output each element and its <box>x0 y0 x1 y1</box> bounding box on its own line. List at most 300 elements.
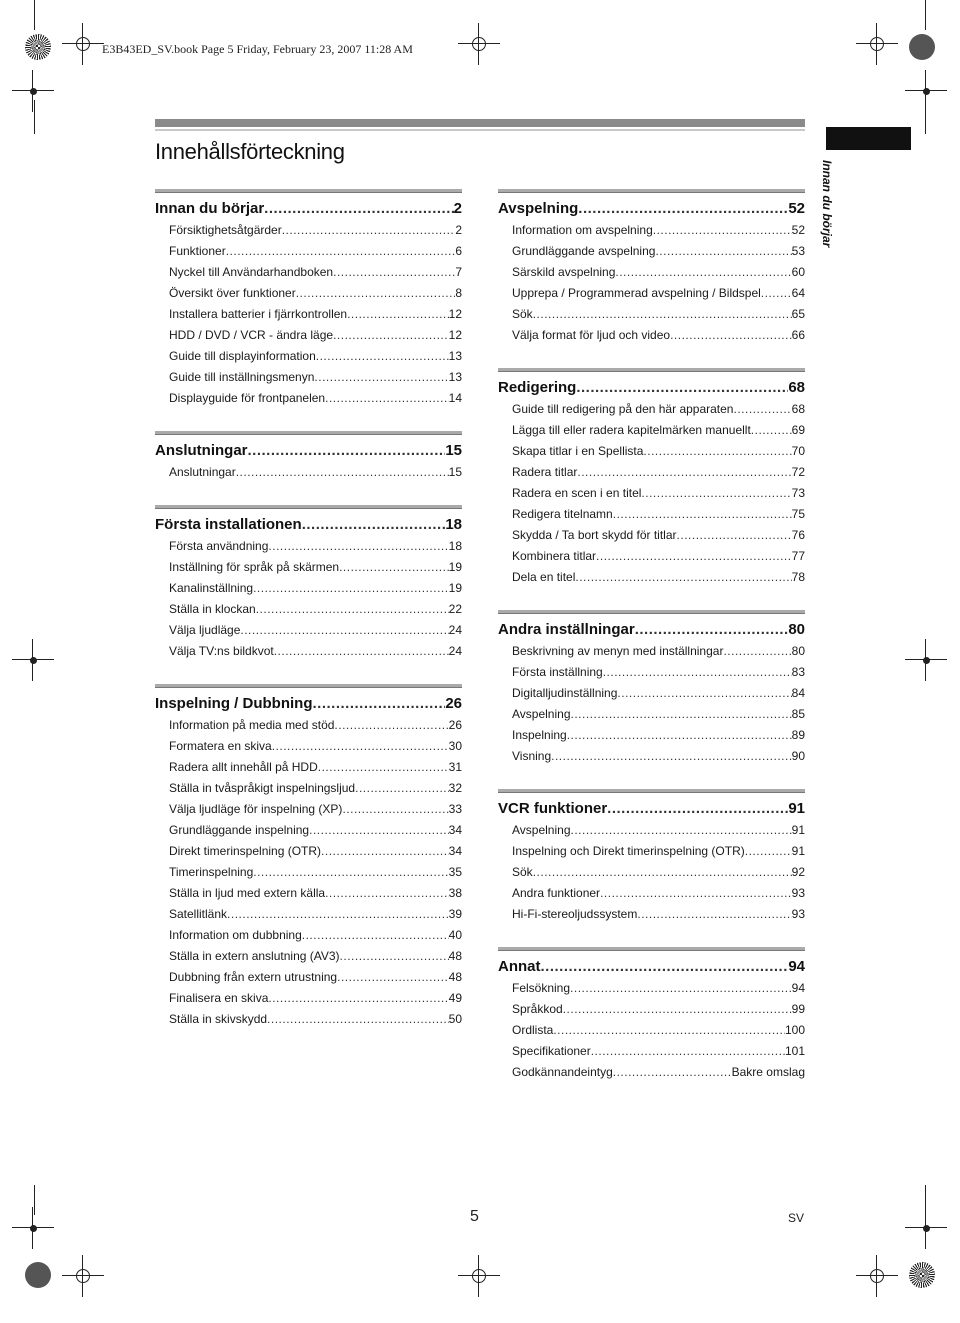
toc-section <box>155 505 462 662</box>
toc-section <box>498 368 805 588</box>
toc-entry[interactable] <box>498 725 805 746</box>
entry-page: 48 <box>448 949 462 963</box>
toc-entry[interactable] <box>155 241 462 262</box>
crosshair-mark <box>20 1215 46 1241</box>
entry-page: 35 <box>448 865 462 879</box>
entry-page: 60 <box>791 265 805 279</box>
toc-entry[interactable] <box>155 304 462 325</box>
toc-entry[interactable] <box>155 715 462 736</box>
toc-entry[interactable] <box>498 683 805 704</box>
entry-title: Upprepa / Programmerad avspelning / Bildspel <box>512 286 761 300</box>
entry-page: 50 <box>448 1012 462 1026</box>
entry-title: Anslutningar <box>169 465 236 479</box>
entry-page: 15 <box>448 465 462 479</box>
dot-leader <box>571 820 792 841</box>
entry-page: 12 <box>448 328 462 342</box>
entry-title: Information på media med stöd <box>169 718 335 732</box>
entry-page: 100 <box>784 1023 805 1037</box>
toc-entry[interactable] <box>498 820 805 841</box>
toc-entry[interactable] <box>155 736 462 757</box>
entry-title: Översikt över funktioner <box>169 286 296 300</box>
dot-leader <box>339 557 449 578</box>
entry-title: Välja ljudläge <box>169 623 241 637</box>
entry-title: HDD / DVD / VCR - ändra läge <box>169 328 334 342</box>
crosshair-mark <box>70 31 96 57</box>
dot-leader <box>316 346 449 367</box>
entry-title: Välja TV:ns bildkvot <box>169 644 274 658</box>
dot-leader <box>576 377 788 399</box>
entry-page: 32 <box>448 781 462 795</box>
entry-page: 48 <box>448 970 462 984</box>
dot-leader <box>563 999 792 1020</box>
entry-page: 85 <box>791 707 805 721</box>
entry-title: Kombinera titlar <box>512 549 597 563</box>
toc-entry[interactable] <box>498 220 805 241</box>
trim-line <box>34 0 35 30</box>
entry-page: 13 <box>448 349 462 363</box>
toc-entry[interactable] <box>498 420 805 441</box>
toc-entry[interactable] <box>498 904 805 925</box>
toc-section <box>155 684 462 1030</box>
toc-entry[interactable] <box>498 999 805 1020</box>
toc-entry[interactable] <box>498 399 805 420</box>
toc-entry[interactable] <box>155 536 462 557</box>
entry-title: Hi-Fi-stereoljudssystem <box>512 907 638 921</box>
section-title: Andra inställningar <box>498 621 635 638</box>
entry-title: Ställa in ljud med extern källa <box>169 886 326 900</box>
section-rule <box>498 368 805 372</box>
entry-title: Timerinspelning <box>169 865 254 879</box>
section-title: Annat <box>498 958 541 975</box>
entry-title: Godkännandeintyg <box>512 1065 613 1079</box>
dot-leader <box>334 715 448 736</box>
dot-leader <box>613 504 792 525</box>
chapter-tab-label: Innan du börjar <box>820 160 834 248</box>
entry-page: 64 <box>791 286 805 300</box>
crosshair-mark <box>913 647 939 673</box>
toc-entry[interactable] <box>155 557 462 578</box>
entry-title: Radera en scen i en titel <box>512 486 642 500</box>
section-rule <box>498 947 805 951</box>
entry-title: Andra funktioner <box>512 886 601 900</box>
entry-page: 24 <box>448 644 462 658</box>
dot-leader <box>248 440 446 462</box>
entry-title: Försiktighetsåtgärder <box>169 223 282 237</box>
entry-page: 2 <box>455 223 462 237</box>
toc-entry[interactable] <box>155 388 462 409</box>
crosshair-mark <box>70 1263 96 1289</box>
entry-title: Redigera titelnamn <box>512 507 613 521</box>
toc-entry[interactable] <box>155 988 462 1009</box>
toc-entry[interactable] <box>155 946 462 967</box>
entry-title: Kanalinställning <box>169 581 254 595</box>
toc-entry[interactable] <box>498 1062 805 1083</box>
entry-title: Guide till displayinformation <box>169 349 316 363</box>
dot-leader <box>643 441 791 462</box>
crosshair-mark <box>20 647 46 673</box>
toc-entry[interactable] <box>498 746 805 767</box>
entry-title: Digitalljudinställning <box>512 686 618 700</box>
entry-title: Guide till inställningsmenyn <box>169 370 315 384</box>
toc-entry[interactable] <box>498 525 805 546</box>
section-page: 18 <box>445 516 462 533</box>
toc-entry[interactable] <box>498 1020 805 1041</box>
entry-page: 93 <box>791 886 805 900</box>
dot-leader <box>607 798 788 820</box>
registration-star-mark <box>25 34 51 60</box>
dot-leader <box>637 904 791 925</box>
dot-leader <box>302 514 446 536</box>
toc-entry[interactable] <box>498 641 805 662</box>
registration-star-mark <box>25 1262 51 1288</box>
dot-leader <box>551 746 792 767</box>
entry-page: 7 <box>455 265 462 279</box>
registration-star-mark <box>909 1262 935 1288</box>
toc-entry[interactable] <box>498 1041 805 1062</box>
toc-right-column <box>498 189 805 1105</box>
toc-section <box>498 947 805 1083</box>
entry-page: 34 <box>448 844 462 858</box>
crosshair-mark <box>913 1215 939 1241</box>
toc-entry[interactable] <box>155 641 462 662</box>
dot-leader <box>655 241 791 262</box>
entry-title: Formatera en skiva <box>169 739 272 753</box>
dot-leader <box>567 725 792 746</box>
section-rule <box>155 684 462 688</box>
toc-entry[interactable] <box>155 599 462 620</box>
section-rule <box>155 431 462 435</box>
dot-leader <box>253 862 448 883</box>
dot-leader <box>553 1020 785 1041</box>
dot-leader <box>670 325 792 346</box>
section-title: Inspelning / Dubbning <box>155 695 313 712</box>
dot-leader <box>600 883 792 904</box>
entry-page: 92 <box>791 865 805 879</box>
dot-leader <box>641 483 791 504</box>
entry-page: 49 <box>448 991 462 1005</box>
entry-title: Grundläggande avspelning <box>512 244 656 258</box>
entry-title: Ordlista <box>512 1023 554 1037</box>
entry-page: 70 <box>791 444 805 458</box>
dot-leader <box>333 325 449 346</box>
entry-title: Avspelning <box>512 823 571 837</box>
toc-entry[interactable] <box>498 462 805 483</box>
entry-title: Nyckel till Användarhandboken <box>169 265 334 279</box>
toc-entry[interactable] <box>155 757 462 778</box>
entry-page: 22 <box>448 602 462 616</box>
toc-section-heading[interactable] <box>155 693 462 715</box>
entry-page: 68 <box>791 402 805 416</box>
toc-entry[interactable] <box>498 704 805 725</box>
entry-title: Radera allt innehåll på HDD <box>169 760 318 774</box>
toc-entry[interactable] <box>498 283 805 304</box>
dot-leader <box>240 620 448 641</box>
section-rule <box>498 789 805 793</box>
dot-leader <box>751 420 792 441</box>
section-rule <box>155 189 462 193</box>
entry-page: 77 <box>791 549 805 563</box>
section-title: Innan du börjar <box>155 200 265 217</box>
entry-page: 8 <box>455 286 462 300</box>
toc-entry[interactable] <box>155 283 462 304</box>
dot-leader <box>309 820 449 841</box>
dot-leader <box>340 946 449 967</box>
toc-section-heading[interactable] <box>498 956 805 978</box>
dot-leader <box>615 262 791 283</box>
entry-page: 91 <box>791 823 805 837</box>
dot-leader <box>677 525 792 546</box>
entry-page: 31 <box>448 760 462 774</box>
dot-leader <box>653 220 792 241</box>
section-page: 80 <box>788 621 805 638</box>
entry-page: 19 <box>448 581 462 595</box>
toc-section <box>155 431 462 483</box>
entry-page: 26 <box>448 718 462 732</box>
toc-entry[interactable] <box>498 862 805 883</box>
dot-leader <box>603 662 792 683</box>
entry-title: Beskrivning av menyn med inställningar <box>512 644 724 658</box>
toc-section-heading[interactable] <box>155 514 462 536</box>
dot-leader <box>318 757 449 778</box>
section-page: 15 <box>445 442 462 459</box>
toc-section <box>498 610 805 767</box>
entry-title: Specifikationer <box>512 1044 591 1058</box>
entry-page: 30 <box>448 739 462 753</box>
entry-page: 6 <box>455 244 462 258</box>
entry-title: Direkt timerinspelning (OTR) <box>169 844 322 858</box>
toc-entry[interactable] <box>155 799 462 820</box>
section-page: 68 <box>788 379 805 396</box>
trim-line <box>34 100 35 134</box>
entry-title: Radera titlar <box>512 465 578 479</box>
crosshair-mark <box>466 31 492 57</box>
entry-title: Ställa in tvåspråkigt inspelningsljud <box>169 781 356 795</box>
entry-page: 19 <box>448 560 462 574</box>
dot-leader <box>236 462 449 483</box>
dot-leader <box>342 799 448 820</box>
entry-page: 91 <box>791 844 805 858</box>
toc-section-heading[interactable] <box>498 619 805 641</box>
entry-page: 101 <box>784 1044 805 1058</box>
section-rule <box>498 610 805 614</box>
toc-section-heading[interactable] <box>155 440 462 462</box>
dot-leader <box>613 1062 732 1083</box>
toc-entry[interactable] <box>155 778 462 799</box>
entry-title: Inställning för språk på skärmen <box>169 560 340 574</box>
crosshair-mark <box>864 31 890 57</box>
section-title: VCR funktioner <box>498 800 608 817</box>
dot-leader <box>312 693 445 715</box>
entry-title: Sök <box>512 307 533 321</box>
header-bar <box>155 119 805 127</box>
toc-entry[interactable] <box>498 262 805 283</box>
toc-entry[interactable] <box>155 578 462 599</box>
dot-leader <box>272 736 449 757</box>
entry-page: 93 <box>791 907 805 921</box>
dot-leader <box>570 978 792 999</box>
dot-leader <box>268 536 448 557</box>
trim-line <box>34 1185 35 1215</box>
toc-entry[interactable] <box>498 325 805 346</box>
entry-page: Bakre omslag <box>731 1065 805 1079</box>
entry-title: Skapa titlar i en Spellista <box>512 444 644 458</box>
dot-leader <box>267 1009 449 1030</box>
dot-leader <box>226 241 456 262</box>
section-rule <box>498 189 805 193</box>
dot-leader <box>256 599 449 620</box>
entry-page: 33 <box>448 802 462 816</box>
entry-title: Dubbning från extern utrustning <box>169 970 338 984</box>
page-title: Innehållsförteckning <box>155 139 345 164</box>
trim-line <box>925 100 926 134</box>
entry-page: 73 <box>791 486 805 500</box>
entry-page: 83 <box>791 665 805 679</box>
toc-entry[interactable] <box>155 262 462 283</box>
entry-title: Avspelning <box>512 707 571 721</box>
dot-leader <box>533 862 792 883</box>
entry-page: 53 <box>791 244 805 258</box>
entry-title: Information om avspelning <box>512 223 653 237</box>
toc-left-column <box>155 189 462 1052</box>
entry-title: Ställa in klockan <box>169 602 256 616</box>
dot-leader <box>264 198 453 220</box>
dot-leader <box>723 641 791 662</box>
entry-page: 52 <box>791 223 805 237</box>
dot-leader <box>355 778 449 799</box>
toc-entry[interactable] <box>498 978 805 999</box>
toc-section <box>155 189 462 409</box>
toc-entry[interactable] <box>498 662 805 683</box>
section-page: 52 <box>788 200 805 217</box>
toc-entry[interactable] <box>155 904 462 925</box>
toc-entry[interactable] <box>498 241 805 262</box>
entry-title: Dela en titel <box>512 570 576 584</box>
toc-section-heading[interactable] <box>498 798 805 820</box>
dot-leader <box>577 462 791 483</box>
toc-section-heading[interactable] <box>498 198 805 220</box>
entry-page: 75 <box>791 507 805 521</box>
entry-title: Första användning <box>169 539 269 553</box>
toc-entry[interactable] <box>155 1009 462 1030</box>
toc-entry[interactable] <box>155 925 462 946</box>
entry-page: 69 <box>791 423 805 437</box>
toc-entry[interactable] <box>155 620 462 641</box>
entry-page: 38 <box>448 886 462 900</box>
section-page: 91 <box>788 800 805 817</box>
entry-title: Finalisera en skiva <box>169 991 269 1005</box>
toc-entry[interactable] <box>498 483 805 504</box>
dot-leader <box>325 388 449 409</box>
entry-page: 80 <box>791 644 805 658</box>
dot-leader <box>596 546 792 567</box>
toc-entry[interactable] <box>155 346 462 367</box>
entry-title: Satellitlänk <box>169 907 228 921</box>
toc-entry[interactable] <box>498 546 805 567</box>
dot-leader <box>253 578 449 599</box>
entry-page: 76 <box>791 528 805 542</box>
dot-leader <box>541 956 789 978</box>
dot-leader <box>227 904 449 925</box>
toc-section-heading[interactable] <box>155 198 462 220</box>
section-title: Avspelning <box>498 200 579 217</box>
toc-entry[interactable] <box>155 862 462 883</box>
header-bar-underline <box>155 129 805 131</box>
section-page: 94 <box>788 958 805 975</box>
entry-page: 84 <box>791 686 805 700</box>
dot-leader <box>296 283 456 304</box>
toc-entry[interactable] <box>498 567 805 588</box>
dot-leader <box>591 1041 785 1062</box>
entry-page: 78 <box>791 570 805 584</box>
toc-entry[interactable] <box>498 841 805 862</box>
dot-leader <box>733 399 791 420</box>
toc-entry[interactable] <box>155 325 462 346</box>
entry-page: 94 <box>791 981 805 995</box>
toc-entry[interactable] <box>155 462 462 483</box>
entry-page: 99 <box>791 1002 805 1016</box>
toc-entry[interactable] <box>155 841 462 862</box>
crosshair-mark <box>20 78 46 104</box>
entry-title: Grundläggande inspelning <box>169 823 310 837</box>
section-rule <box>155 505 462 509</box>
toc-section <box>498 789 805 925</box>
registration-star-mark <box>909 34 935 60</box>
section-page: 26 <box>445 695 462 712</box>
toc-entry[interactable] <box>498 304 805 325</box>
entry-title: Inspelning och Direkt timerinspelning (OTR) <box>512 844 745 858</box>
chapter-tab <box>826 127 911 150</box>
toc-entry[interactable] <box>155 883 462 904</box>
toc-entry[interactable] <box>155 220 462 241</box>
toc-entry[interactable] <box>155 967 462 988</box>
dot-leader <box>314 367 448 388</box>
entry-title: Installera batterier i fjärrkontrollen <box>169 307 348 321</box>
dot-leader <box>274 641 449 662</box>
dot-leader <box>533 304 792 325</box>
entry-page: 12 <box>448 307 462 321</box>
toc-entry[interactable] <box>498 504 805 525</box>
entry-title: Sök <box>512 865 533 879</box>
dot-leader <box>268 988 448 1009</box>
dot-leader <box>321 841 449 862</box>
dot-leader <box>635 619 789 641</box>
dot-leader <box>282 220 456 241</box>
trim-line <box>925 0 926 30</box>
entry-title: Välja format för ljud och video <box>512 328 671 342</box>
toc-entry[interactable] <box>498 883 805 904</box>
entry-title: Funktioner <box>169 244 226 258</box>
toc-section-heading[interactable] <box>498 377 805 399</box>
entry-title: Första inställning <box>512 665 603 679</box>
toc-section <box>498 189 805 346</box>
entry-title: Ställa in skivskydd <box>169 1012 268 1026</box>
entry-title: Felsökning <box>512 981 571 995</box>
toc-entry[interactable] <box>498 441 805 462</box>
dot-leader <box>617 683 791 704</box>
section-title: Redigering <box>498 379 577 396</box>
toc-entry[interactable] <box>155 820 462 841</box>
dot-leader <box>578 198 788 220</box>
dot-leader <box>761 283 792 304</box>
entry-page: 14 <box>448 391 462 405</box>
dot-leader <box>745 841 792 862</box>
entry-page: 66 <box>791 328 805 342</box>
toc-entry[interactable] <box>155 367 462 388</box>
dot-leader <box>333 262 455 283</box>
entry-page: 89 <box>791 728 805 742</box>
entry-page: 90 <box>791 749 805 763</box>
crosshair-mark <box>864 1263 890 1289</box>
